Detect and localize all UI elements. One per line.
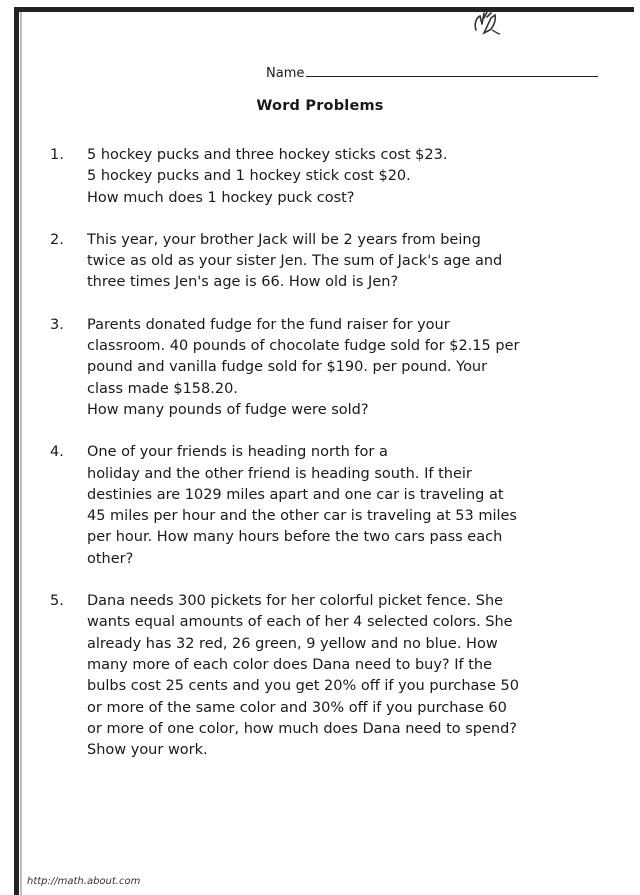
problem-list	[50, 145, 625, 782]
problem-text	[87, 145, 625, 209]
page-left-border	[14, 7, 19, 895]
problem-line: 5 hockey pucks and three hockey sticks cost $23.	[87, 147, 448, 163]
problem-line: wants equal amounts of each of her 4 selected colors. She	[87, 614, 513, 631]
problem-line: class made $158.20.	[87, 380, 238, 397]
problem-line: How much does 1 hockey puck cost?	[87, 189, 355, 206]
problem-line: per hour. How many hours before the two cars pass each	[87, 529, 503, 546]
name-field	[266, 64, 598, 81]
problem-number: 1.	[50, 147, 64, 163]
page-top-border	[14, 7, 634, 12]
page-shadow	[20, 12, 22, 895]
problem-4	[50, 442, 625, 570]
problem-line: many more of each color does Dana need to buy? If the	[87, 656, 493, 673]
problem-line: How many pounds of fudge were sold?	[87, 401, 369, 418]
problem-number: 5.	[50, 593, 64, 610]
problem-number: 3.	[50, 316, 64, 333]
problem-3	[50, 315, 625, 421]
problem-line: Dana needs 300 pickets for her colorful picket fence. She	[87, 593, 504, 610]
problem-line: classroom. 40 pounds of chocolate fudge sold for $2.15 per	[87, 338, 520, 355]
name-blank-line	[306, 64, 598, 77]
problem-line: or more of the same color and 30% off if you purchase 60	[87, 699, 507, 716]
problem-5	[50, 591, 625, 761]
problem-line: 45 miles per hour and the other car is traveling at 53 miles	[87, 508, 517, 525]
problem-number: 2.	[50, 231, 64, 248]
problem-line: destinies are 1029 miles apart and one car is traveling at	[87, 486, 504, 503]
problem-line: Parents donated fudge for the fund raiser for your	[87, 316, 450, 333]
problem-line: This year, your brother Jack will be 2 years from being	[87, 231, 481, 248]
problem-line: already has 32 red, 26 green, 9 yellow and no blue. How	[87, 635, 498, 652]
hand-cursor-icon	[470, 10, 504, 36]
problem-line: other?	[87, 550, 134, 567]
problem-line: twice as old as your sister Jen. The sum of Jack's age and	[87, 253, 503, 270]
source-url: http://math.about.com	[27, 876, 141, 887]
problem-line: Show your work.	[87, 742, 208, 759]
problem-text	[87, 315, 625, 421]
problem-line: bulbs cost 25 cents and you get 20% off if you purchase 50	[87, 678, 519, 695]
problem-line: 5 hockey pucks and 1 hockey stick cost $20.	[87, 168, 411, 185]
problem-text	[87, 591, 625, 761]
problem-1	[50, 145, 625, 209]
problem-line: pound and vanilla fudge sold for $190. per pound. Your	[87, 359, 488, 376]
problem-line: or more of one color, how much does Dana need to spend?	[87, 720, 518, 737]
problem-2	[50, 230, 625, 294]
problem-line: One of your friends is heading north for a	[87, 444, 388, 461]
problem-line: three times Jen's age is 66. How old is Jen?	[87, 274, 399, 291]
problem-number: 4.	[50, 444, 64, 461]
name-label: Name	[266, 66, 305, 81]
problem-text	[87, 442, 625, 570]
problem-line: holiday and the other friend is heading south. If their	[87, 465, 472, 482]
page-title: Word Problems	[256, 98, 384, 114]
problem-text	[87, 230, 625, 294]
